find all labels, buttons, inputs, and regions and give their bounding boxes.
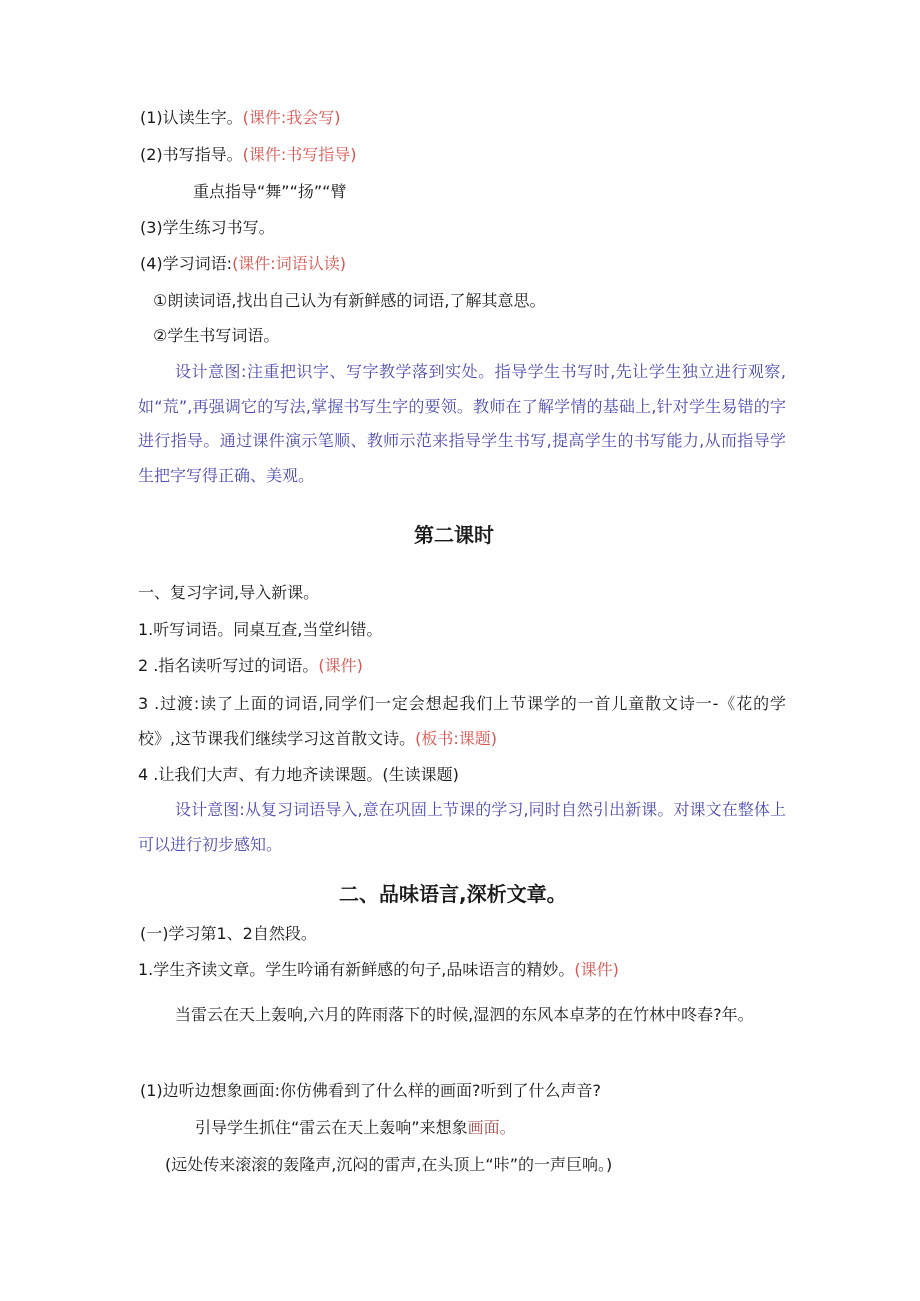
item-4-sub-2: ②学生书写词语。 bbox=[153, 326, 280, 345]
step-2 bbox=[138, 656, 363, 676]
item-1-note: (课件:我会写) bbox=[242, 108, 341, 127]
design-intent-2: 设计意图:从复习词语导入,意在巩固上节课的学习,同时自然引出新课。对课文在整体上可以进行初步感知。 bbox=[138, 800, 786, 854]
item-3: (3)学生练习书写。 bbox=[140, 218, 275, 237]
step-3 bbox=[138, 686, 786, 756]
design-intent-1: 设计意图:注重把识字、写字教学落到实处。指导学生书写时,先让学生独立进行观察,如“荒”,再强调它的写法,掌握书写生字的要领。教师在了解学情的基础上,针对学生易错的字进行指导。通过课件演示笔顺、教师示范来指导学生书写,提高学生的书写能力,从而指导学生把字写得正确、美观。 bbox=[138, 362, 786, 485]
step-1: 1.听写词语。同桌互查,当堂纠错。 bbox=[138, 620, 383, 639]
item-4-sub-1: ①朗读词语,找出自己认为有新鲜感的词语,了解其意思。 bbox=[153, 291, 546, 310]
page-title: 第二课时 bbox=[414, 523, 494, 547]
item-2-label: (2)书写指导。 bbox=[140, 145, 243, 164]
item-2-note: (课件:书写指导) bbox=[242, 145, 357, 164]
item-1 bbox=[140, 108, 341, 128]
question-1-guide-text: 引导学生抓住“雷云在天上轰响”来想象 bbox=[195, 1118, 468, 1137]
item-4 bbox=[140, 254, 346, 274]
quote-paragraph: 当雷云在天上轰响,六月的阵雨落下的时候,湿泗的东风本卓茅的在竹林中咚春?年。 bbox=[175, 1005, 754, 1024]
sub-1-step-1-label: 1.学生齐读文章。学生吟诵有新鲜感的句子,品味语言的精妙。 bbox=[138, 960, 575, 979]
question-1-guide bbox=[195, 1118, 516, 1138]
part-2-heading: 二、品味语言,深析文章。 bbox=[339, 882, 567, 906]
question-1-answer: (远处传来滚滚的轰隆声,沉闷的雷声,在头顶上“咔”的一声巨响。) bbox=[165, 1155, 613, 1174]
item-2-sub: 重点指导“舞”“扬”“臂 bbox=[193, 182, 347, 201]
part-1-heading: 一、复习字词,导入新课。 bbox=[138, 583, 320, 602]
sub-1-step-1-note: (课件) bbox=[574, 960, 619, 979]
step-3-note: (板书:课题) bbox=[415, 729, 497, 748]
item-4-label: (4)学习词语: bbox=[140, 254, 233, 273]
item-1-label: (1)认读生字。 bbox=[140, 108, 243, 127]
sub-1-step-1 bbox=[138, 960, 619, 980]
sub-1-heading: (一)学习第1、2自然段。 bbox=[140, 924, 317, 943]
step-4: 4 .让我们大声、有力地齐读课题。(生读课题) bbox=[138, 765, 459, 784]
question-1-guide-tail: 画面。 bbox=[467, 1118, 516, 1137]
item-4-note: (课件:词语认读) bbox=[232, 254, 346, 273]
step-2-label: 2 .指名读听写过的词语。 bbox=[138, 656, 319, 675]
question-1: (1)边听边想象画面:你仿佛看到了什么样的画面?听到了什么声音? bbox=[140, 1081, 602, 1100]
step-3-text: 3 .过渡:读了上面的词语,同学们一定会想起我们上节课学的一首儿童散文诗一-《花的学校》,这节课我们继续学习这首散文诗。 bbox=[138, 694, 786, 748]
item-2 bbox=[140, 145, 357, 165]
step-2-note: (课件) bbox=[318, 656, 363, 675]
